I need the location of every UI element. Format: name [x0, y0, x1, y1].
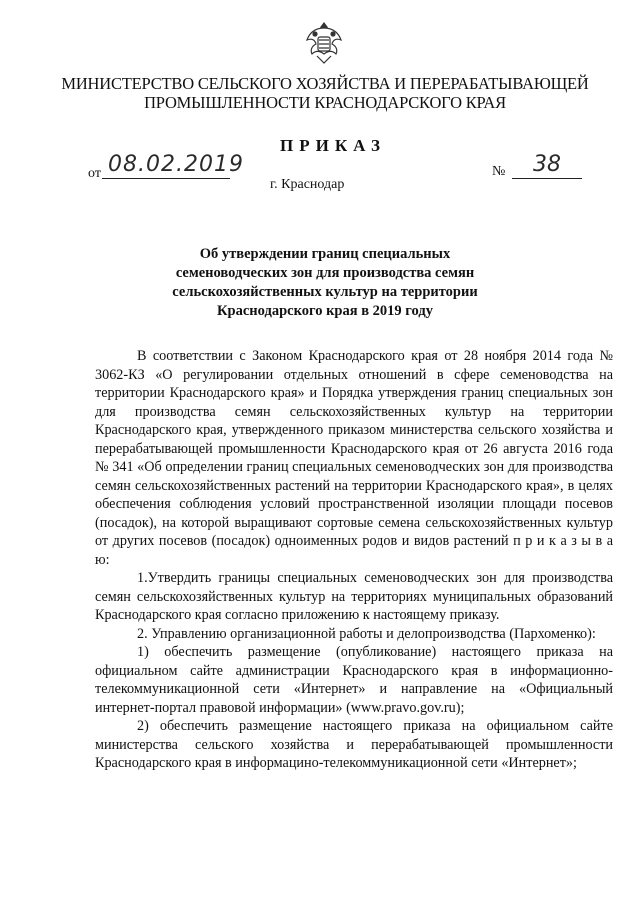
city-label: г. Краснодар [270, 177, 345, 192]
title-line-1: Об утверждении границ специальных [199, 246, 451, 262]
title-line-2: семеноводческих зон для производства семян [175, 265, 475, 281]
coat-of-arms-icon [304, 20, 344, 66]
title-line-3: сельскохозяйственных культур на территории [172, 284, 478, 300]
document-title [150, 245, 500, 321]
ministry-line-2: ПРОМЫШЛЕННОСТИ КРАСНОДАРСКОГО КРАЯ [144, 93, 506, 112]
body-paragraph-preamble: В соответствии с Законом Краснодарского края от 28 ноября 2014 года № 3062-КЗ «О регулировании отдельных отношений в сфере семеноводства на территории Краснодарского края» и Порядка утверждения границ специальных зон для производства семян сельскохозяйственных культур на территории Краснодарского края, утвержденного приказом министерства сельского хозяйства и перерабатывающей промышленности Краснодарского края от 26 августа 2016 года № 341 «Об определении границ специальных семеноводческих зон для производства семян сельскохозяйственных растений на территории Краснодарского края», в целях обеспечения соблюдения условий пространственной изоляции площади посевов (посадок), на которой выращивают сортовые семена сельскохозяйственных культур от других посевов (посадок) одноименных родов и видов растений п р и к а з ы в а ю: [95, 348, 613, 568]
title-line-4: Краснодарского края в 2019 году [217, 303, 433, 319]
body-paragraph-subitem-2: 2) обеспечить размещение настоящего приказа на официальном сайте министерства сельского хозяйства и перерабатывающей промышленности Краснодарского края в информацино-телекоммуникационной сети «Интернет»; [95, 718, 613, 771]
body-paragraph-item-2: 2. Управлению организационной работы и делопроизводства (Пархоменко): [137, 625, 596, 642]
number-label: № [492, 164, 506, 179]
number-value: 38 [512, 152, 582, 179]
date-label: от [88, 166, 101, 181]
body-paragraph-item-1: 1.Утвердить границы специальных семеноводческих зон для производства семян сельскохозяйственных культур на территориях муниципальных образований Краснодарского края согласно приложению к настоящему приказу. [95, 570, 613, 623]
date-value: 08.02.2019 [102, 152, 230, 179]
order-heading: ПРИКАЗ [280, 136, 386, 155]
ministry-name [60, 74, 590, 112]
body-paragraph-subitem-1: 1) обеспечить размещение (опубликование) настоящего приказа на официальном сайте администрации Краснодарского края в информационно-телекоммуникационной сети «Интернет» и направление на «Официальный интернет-портал правовой информации» (www.pravo.gov.ru); [95, 644, 613, 716]
document-body [95, 347, 613, 773]
ministry-line-1: МИНИСТЕРСТВО СЕЛЬСКОГО ХОЗЯЙСТВА И ПЕРЕРАБАТЫВАЮЩЕЙ [61, 74, 589, 93]
